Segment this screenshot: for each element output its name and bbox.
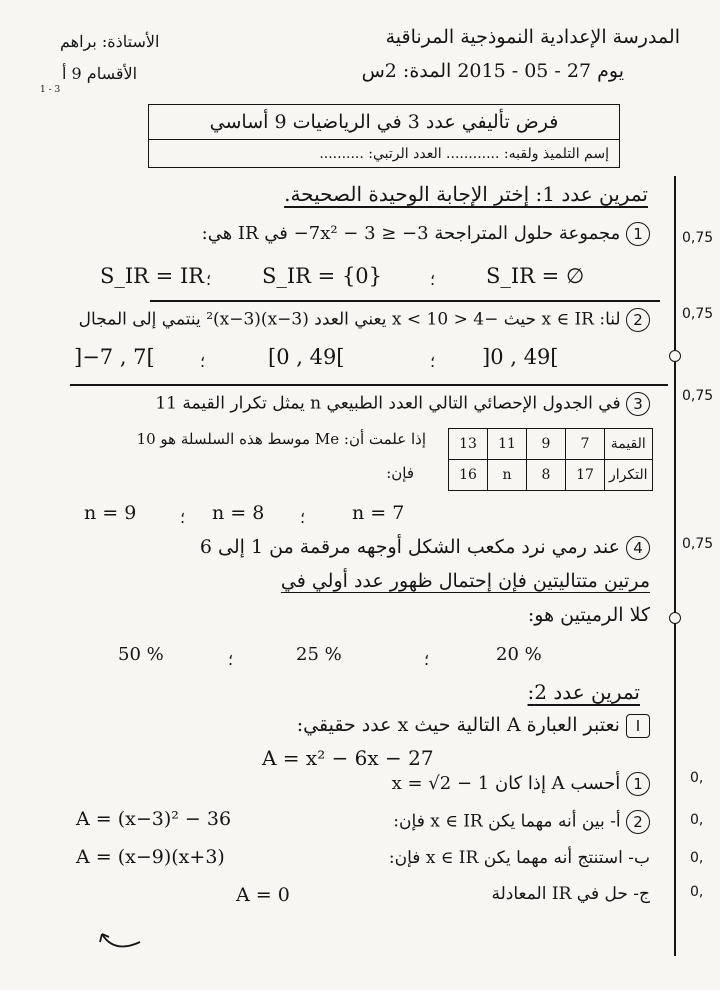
q3-sep-2: ؛ [300,508,306,527]
q2-divider [70,384,668,386]
grade-q3: 0,75 [682,388,714,404]
ex2-q2b-expression: A = (x−9)(x+3) [76,846,225,868]
grade-q4: 0,75 [682,536,714,552]
ex2-intro-line [297,714,650,738]
q1-line [202,222,650,246]
table-row [449,460,653,491]
q4-option-a: 50 % [118,644,164,665]
table-cell: 9 [527,429,566,460]
ex2-q2a-expression: A = (x−3)² − 36 [76,808,232,830]
margin-line [674,176,676,956]
q2-option-a: ]−7 , 7[ [74,345,155,369]
q2-line [79,308,650,332]
q1-option-c: S_IR = ∅ [486,264,585,288]
margin-hole-2 [669,612,681,624]
grade-ex2-q2b: 0, [690,850,704,866]
q2-sep-1: ؛ [200,352,206,371]
table-cell: n [488,460,527,491]
date-line: يوم 27 - 05 - 2015 المدة: 2س [361,60,624,82]
table-cell: 17 [566,460,605,491]
q1-option-b: S_IR = {0} [262,264,383,288]
table-row [449,429,653,460]
q4-sep-1: ؛ [228,650,234,669]
q4-line3: كلا الرميتين هو: [527,604,650,626]
q4-line2: مرتين متتاليتين فإن إحتمال ظهور عدد أولي في [280,570,650,592]
exam-title: فرض تأليفي عدد 3 في الرياضيات 9 أساسي [149,105,619,140]
q2-option-b: [0 , 49[ [268,345,345,369]
q4-number: 4 [626,536,650,560]
ex2-q1-number: 1 [626,772,650,796]
q4-option-c: 20 % [496,644,542,665]
ex2-intro: نعتبر العبارة A التالية حيث x عدد حقيقي: [296,714,620,736]
classes-sub-label: 1 - 3 [40,85,61,95]
grade-q1: 0,75 [682,230,714,246]
classes-label: الأقسام 9 أ [62,64,138,83]
exercise2-heading: تمرين عدد 2: [527,680,640,704]
q1-sep-2: ؛ [430,270,436,289]
q1-option-a: S_IR = IR [100,264,205,288]
table-row-label-value: القيمة [605,429,653,460]
grade-ex2-q2a: 0, [690,812,704,828]
q1-text-end: في IR هي: [201,223,288,244]
table-row-label-frequency: التكرار [605,460,653,491]
q4-line1-text: عند رمي نرد مكعب الشكل أوجهه مرقمة من 1 إلى 6 [199,536,620,558]
q3-condition: إذا علمت أن: Me موسط هذه السلسلة هو 10 [136,430,426,448]
ex2-q1-line [392,772,650,796]
teacher-name: الأستاذة: براهم [60,32,160,51]
q2-number: 2 [626,308,650,332]
ex2-q1-expression: x = √2 − 1 [391,773,490,794]
ex2-formula: A = x² − 6x − 27 [262,746,434,770]
q3-option-a: n = 9 [84,502,137,524]
q1-sep-1: ؛ [206,270,212,289]
exam-title-box [148,104,620,168]
ex2-part-number: I [626,714,650,738]
q2-option-c: ]0 , 49[ [482,345,559,369]
student-name-line: إسم التلميذ ولقبه: ............ العدد الرتبي: .......... [319,146,609,162]
q1-text: مجموعة حلول المتراجحة [434,223,621,244]
frequency-table [448,428,653,491]
q3-number: 3 [626,392,650,416]
table-cell: 11 [488,429,527,460]
q2-sep-2: ؛ [430,352,436,371]
q3-option-b: n = 8 [212,502,265,524]
q3-then: فإن: [386,464,414,482]
q1-number: 1 [626,222,650,246]
exercise1-heading: تمرين عدد 1: إختر الإجابة الوحيدة الصحيحة. [284,182,648,206]
q3-line [155,392,650,416]
ex2-q2b-text: ب- استنتج أنه مهما يكن x ∈ IR فإن: [388,848,650,868]
school-name: المدرسة الإعدادية النموذجية المرناقية [385,26,680,48]
q4-line1 [200,536,650,560]
q2-text: لنا: x ∈ IR حيث −4 < x < 10 يعني العدد (x−3)²(x−3) ينتمي إلى المجال [78,309,621,330]
q4-option-b: 25 % [296,644,342,665]
margin-hole-1 [669,350,681,362]
ex2-q2a-text: أ- بين أنه مهما يكن x ∈ IR فإن: [393,811,621,832]
ex2-q1-text: أحسب A إذا كان [494,773,621,794]
ex2-q2c-expression: A = 0 [236,884,290,906]
ex2-q2-number: 2 [626,810,650,834]
turn-page-arrow-icon [96,928,146,958]
ex2-q2c-text: ج- حل في IR المعادلة [491,884,650,904]
q1-divider [150,300,660,302]
q1-expression: −7x² − 3 ≥ −3 [293,223,429,244]
grade-ex2-q1: 0, [690,770,704,786]
q3-option-c: n = 7 [352,502,405,524]
grade-q2: 0,75 [682,306,714,322]
q3-text: في الجدول الإحصائي التالي العدد الطبيعي n يمثل تكرار القيمة 11 [155,393,621,414]
table-cell: 16 [449,460,488,491]
table-cell: 7 [566,429,605,460]
q4-sep-2: ؛ [424,650,430,669]
table-cell: 8 [527,460,566,491]
q3-sep-1: ؛ [180,508,186,527]
ex2-q2a-line [393,810,650,834]
grade-ex2-q2c: 0, [690,884,704,900]
table-cell: 13 [449,429,488,460]
